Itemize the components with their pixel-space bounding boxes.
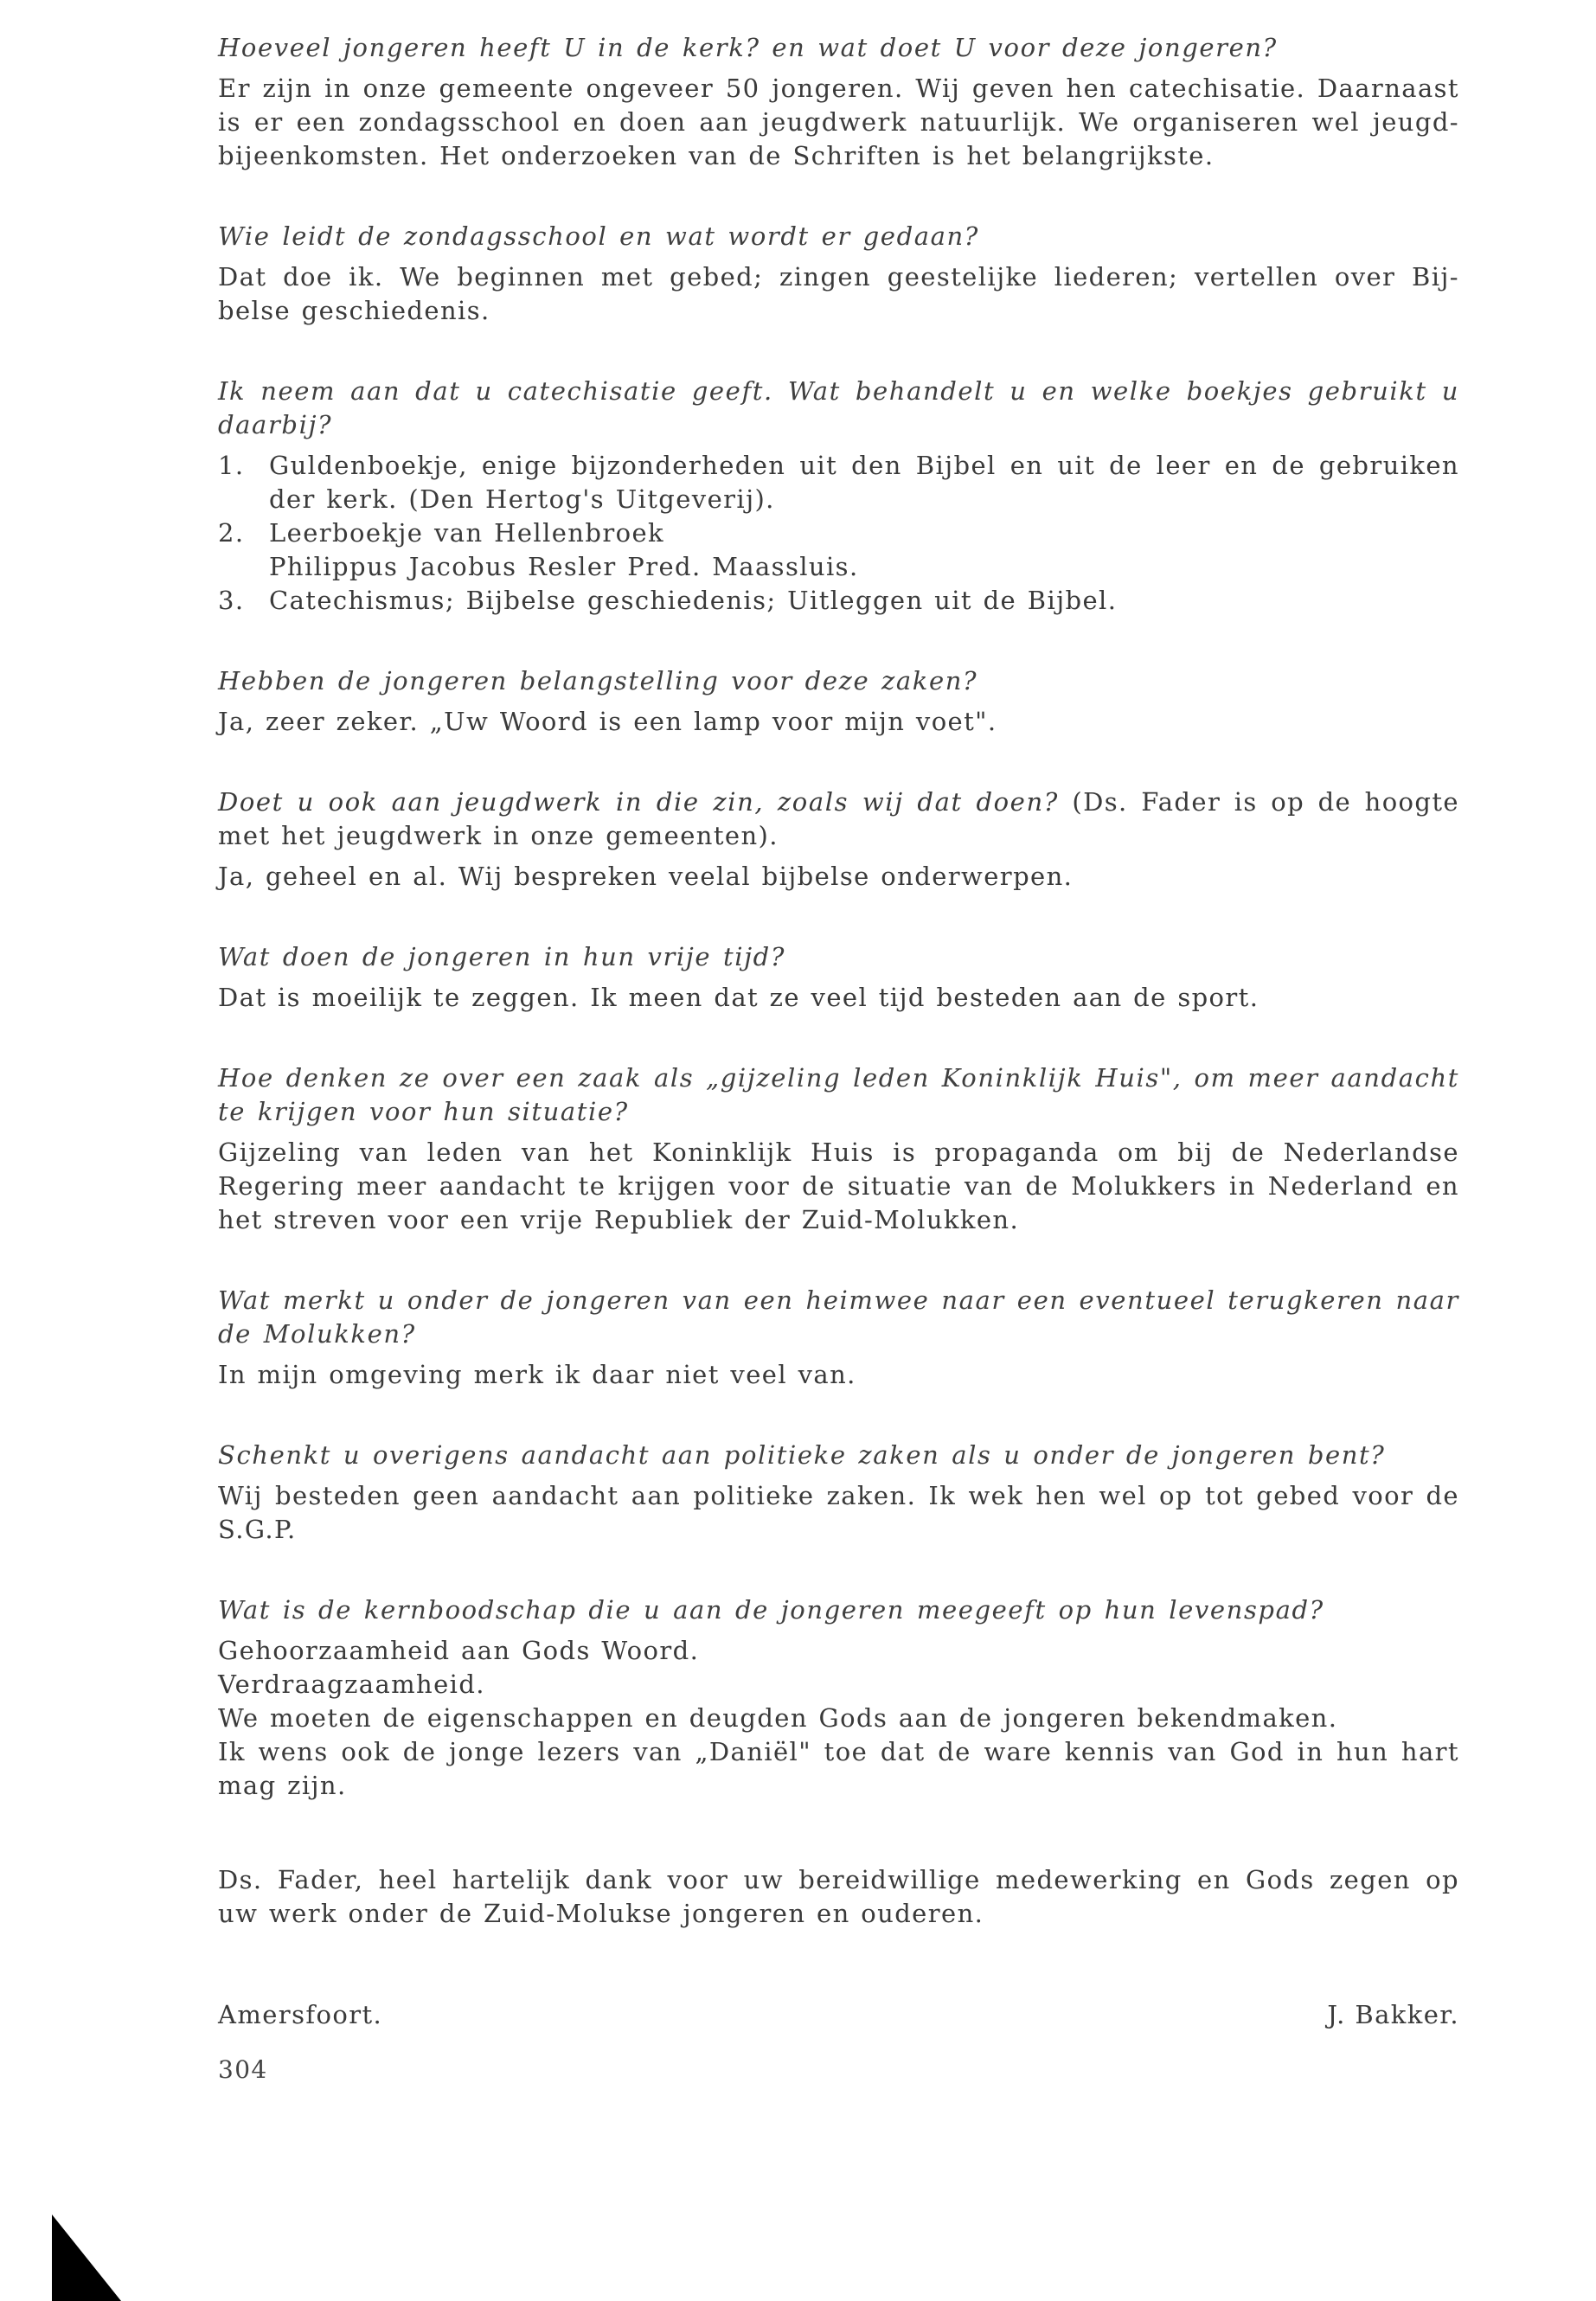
answer: Ja, geheel en al. Wij bespreken veelal bijbelse onderwerpen. bbox=[218, 862, 1074, 891]
answer-line: Gehoorzaamheid aan Gods Woord. bbox=[218, 1636, 700, 1665]
list-item bbox=[218, 516, 1459, 584]
answer: Dat doe ik. We beginnen met gebed; zingen geestelijke liederen; vertellen over Bij-belse geschiedenis. bbox=[218, 262, 1459, 325]
signature-row bbox=[218, 1998, 1459, 2032]
qa-block bbox=[218, 1593, 1459, 1803]
question: Schenkt u overigens aandacht aan politieke zaken als u onder de jongeren bent? bbox=[218, 1440, 1386, 1470]
page-number: 304 bbox=[218, 2055, 268, 2084]
list-line: Leerboekje van Hellenbroek bbox=[269, 518, 665, 548]
list-line: Philippus Jacobus Resler Pred. Maassluis. bbox=[269, 552, 859, 581]
question: Wat is de kernboodschap die u aan de jongeren meegeeft op hun levenspad? bbox=[218, 1595, 1324, 1625]
answer bbox=[218, 1634, 1459, 1803]
corner-triangle bbox=[52, 2214, 121, 2301]
list-item bbox=[218, 449, 1459, 516]
booklet-list bbox=[218, 449, 1459, 618]
list-item bbox=[218, 584, 1459, 618]
qa-block bbox=[218, 220, 1459, 328]
author: J. Bakker. bbox=[1327, 2000, 1459, 2029]
question: Hoe denken ze over een zaak als „gijzeling leden Koninklijk Huis", om meer aandacht te krijgen voor hun situatie? bbox=[218, 1063, 1459, 1126]
qa-block bbox=[218, 1439, 1459, 1547]
place: Amersfoort. bbox=[218, 2000, 383, 2029]
qa-block bbox=[218, 375, 1459, 618]
question-note: (Ds. Fader is op de hoogte met het jeugdwerk in onze gemeenten). bbox=[218, 787, 1459, 850]
answer: Er zijn in onze gemeente ongeveer 50 jongeren. Wij geven hen catechisatie. Daarnaast is er een zondagsschool en doen aan jeugdwerk natuurlijk. We organiseren wel jeugd-bijeenkomsten. Het onderzoeken van de Schriften is het belangrijkste. bbox=[218, 74, 1459, 170]
answer-line: Verdraagzaamheid. bbox=[218, 1670, 485, 1699]
question: Hebben de jongeren belangstelling voor deze zaken? bbox=[218, 666, 978, 695]
answer-line: We moeten de eigenschappen en deugden Gods aan de jongeren bekendmaken. bbox=[218, 1703, 1338, 1733]
answer: In mijn omgeving merk ik daar niet veel van. bbox=[218, 1360, 856, 1389]
list-text: Catechismus; Bijbelse geschiedenis; Uitleggen uit de Bijbel. bbox=[269, 586, 1118, 615]
qa-block bbox=[218, 1284, 1459, 1392]
question-with-note bbox=[218, 785, 1459, 853]
qa-block bbox=[218, 1061, 1459, 1237]
question: Hoeveel jongeren heeft U in de kerk? en wat doet U voor deze jongeren? bbox=[218, 33, 1278, 62]
document-page bbox=[218, 31, 1459, 2086]
answer: Wij besteden geen aandacht aan politieke zaken. Ik wek hen wel op tot gebed voor de S.G.P. bbox=[218, 1481, 1459, 1544]
question: Ik neem aan dat u catechisatie geeft. Wat behandelt u en welke boekjes gebruikt u daarbij? bbox=[218, 376, 1459, 439]
answer: Dat is moeilijk te zeggen. Ik meen dat ze veel tijd besteden aan de sport. bbox=[218, 983, 1259, 1012]
question: Wie leidt de zondagsschool en wat wordt er gedaan? bbox=[218, 221, 979, 251]
list-text: Guldenboekje, enige bijzonderheden uit den Bijbel en uit de leer en de gebruiken der kerk. (Den Hertog's Uitgeverij). bbox=[269, 451, 1459, 514]
question: Wat merkt u onder de jongeren van een heimwee naar een eventueel terugkeren naar de Molukken? bbox=[218, 1285, 1459, 1349]
qa-block bbox=[218, 31, 1459, 173]
scan-corner-mark bbox=[52, 2214, 121, 2301]
answer: Gijzeling van leden van het Koninklijk Huis is propaganda om bij de Nederlandse Regering meer aandacht te krijgen voor de situatie van de Molukkers in Nederland en het streven voor een vrije Republiek der Zuid-Molukken. bbox=[218, 1138, 1459, 1234]
answer-line: Ik wens ook de jonge lezers van „Daniël" toe dat de ware kennis van God in hun hart mag zijn. bbox=[218, 1737, 1459, 1800]
list-number: 1. bbox=[218, 451, 245, 480]
question: Doet u ook aan jeugdwerk in die zin, zoals wij dat doen? bbox=[218, 787, 1059, 817]
answer: Ja, zeer zeker. „Uw Woord is een lamp voor mijn voet". bbox=[218, 707, 997, 736]
list-number: 3. bbox=[218, 586, 245, 615]
qa-block bbox=[218, 940, 1459, 1015]
qa-block bbox=[218, 785, 1459, 894]
qa-block bbox=[218, 664, 1459, 739]
closing-paragraph: Ds. Fader, heel hartelijk dank voor uw bereidwillige medewerking en Gods zegen op uw werk onder de Zuid-Molukse jongeren en ouderen. bbox=[218, 1865, 1459, 1928]
list-number: 2. bbox=[218, 518, 245, 548]
question: Wat doen de jongeren in hun vrije tijd? bbox=[218, 942, 785, 971]
list-text bbox=[269, 516, 1459, 584]
